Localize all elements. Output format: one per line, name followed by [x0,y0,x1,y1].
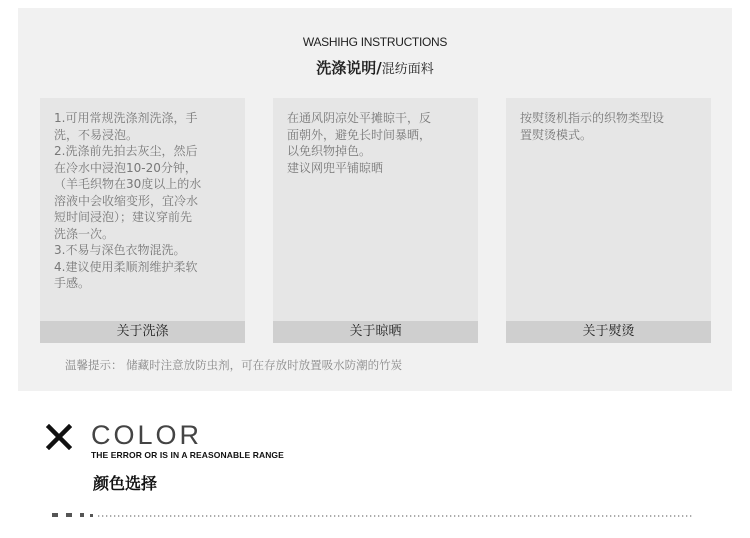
card-body: 按熨烫机指示的织物类型设 置熨烫模式。 [520,111,665,142]
card-washing [40,98,245,343]
card-ironing [506,98,711,343]
x-mark-icon [46,424,72,450]
title-cn-sub: 混纺面料 [381,62,434,77]
title-cn-main: 洗涤说明/ [316,59,382,77]
color-heading: COLOR [91,420,203,450]
card-drying [273,98,478,343]
card-label: 关于洗涤 [40,321,245,343]
card-label: 关于晾晒 [273,321,478,343]
title-en: WASHIHG INSTRUCTIONS [302,35,448,49]
dotted-divider [52,512,692,518]
tip-text: 温馨提示： 储藏时注意放防虫剂，可在存放时放置吸水防潮的竹炭 [65,358,403,372]
card-body: 1.可用常规洗涤剂洗涤，手 洗，不易浸泡。 2.洗涤前先拍去灰尘，然后 在冷水中浸泡10-20分钟， （羊毛织物在30度以上的水 溶液中会收缩变形，宜冷水 短时间浸泡）；建议穿前先 洗涤一次。 3.不易与深色衣物混洗。 4.建议使用柔顺剂维护柔软 手感。 [54,111,202,290]
card-label: 关于熨烫 [506,321,711,343]
washing-instructions-panel [18,8,732,391]
title-cn [18,57,732,78]
card-body: 在通风阴凉处平摊晾干，反 面朝外，避免长时间暴晒， 以免织物掉色。 建议网兜平铺晾晒 [287,111,432,175]
color-subheading: THE ERROR OR IS IN A REASONABLE RANGE [91,450,284,460]
color-label-cn: 颜色选择 [93,474,158,493]
